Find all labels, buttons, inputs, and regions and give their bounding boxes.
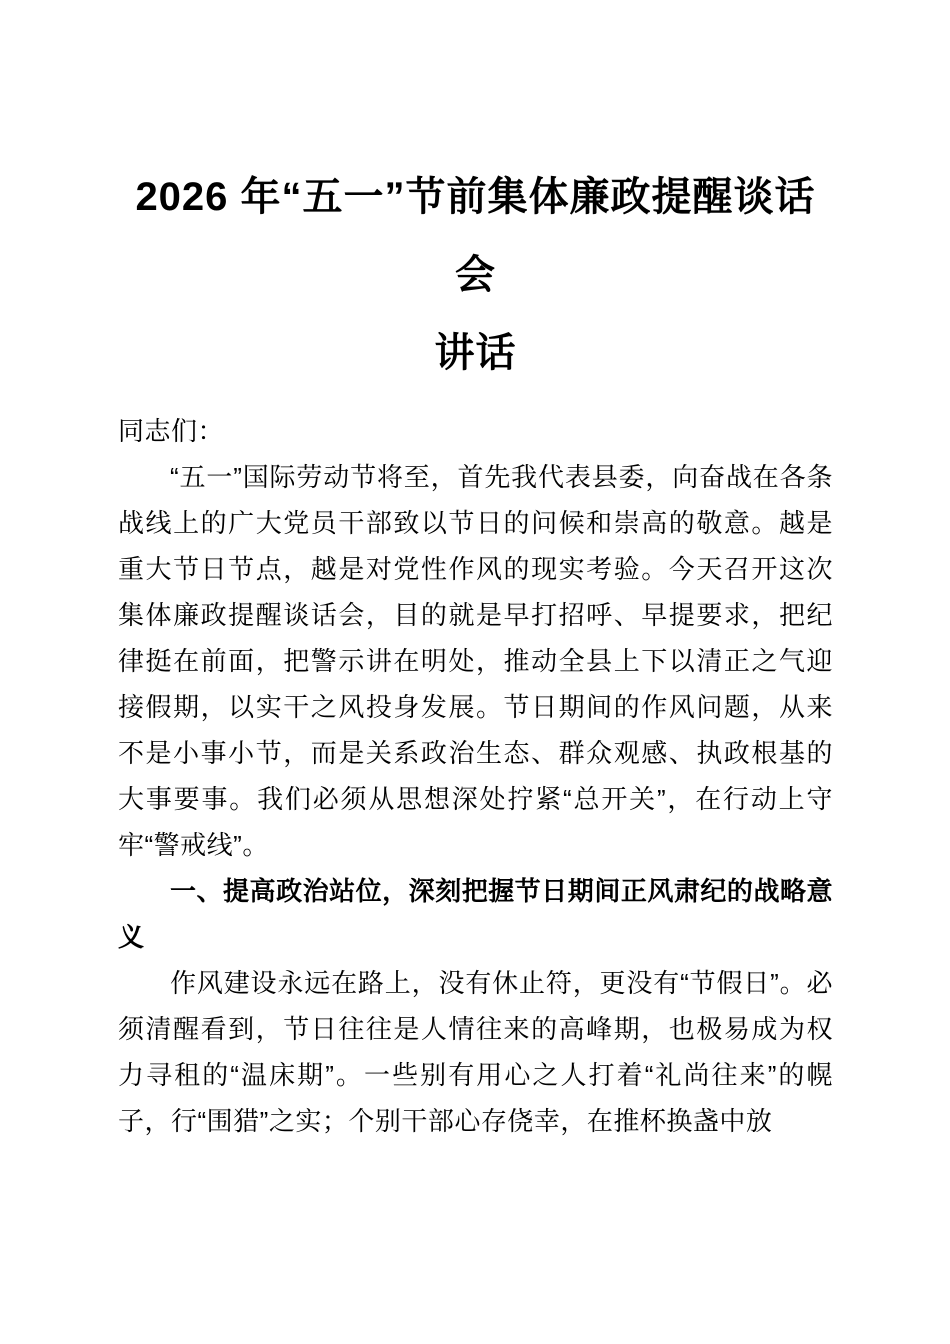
paragraph: “五一”国际劳动节将至，首先我代表县委，向奋战在各条战线上的广大党员干部致以节日的问候和崇高的敬意。越是重大节日节点，越是对党性作风的现实考验。今天召开这次集体廉政提醒谈话会，目的就是早打招呼、早提要求，把纪律挺在前面，把警示讲在明处，推动全县上下以清正之气迎接假期，以实干之风投身发展。节日期间的作风问题，从来不是小事小节，而是关系政治生态、群众观感、执政根基的大事要事。我们必须从思想深处拧紧“总开关”，在行动上守牢“警戒线”。: [118, 462, 833, 860]
salutation: 同志们：: [118, 416, 225, 446]
title-line-2: 讲话: [434, 331, 517, 375]
paragraph: 作风建设永远在路上，没有休止符，更没有“节假日”。必须清醒看到，节日往往是人情往来的高峰期，也极易成为权力寻租的“温床期”。一些别有用心之人打着“礼尚往来”的幌子，行“围猎”之实；个别干部心存侥幸，在推杯换盏中放: [118, 968, 833, 1136]
document-title: [118, 158, 833, 392]
paragraph-list: [118, 454, 833, 1144]
document-body: [118, 408, 833, 1144]
title-line-1: 2026 年“五一”节前集体廉政提醒谈话会: [135, 175, 816, 297]
section-heading: 一、提高政治站位，深刻把握节日期间正风肃纪的战略意义: [118, 876, 833, 952]
